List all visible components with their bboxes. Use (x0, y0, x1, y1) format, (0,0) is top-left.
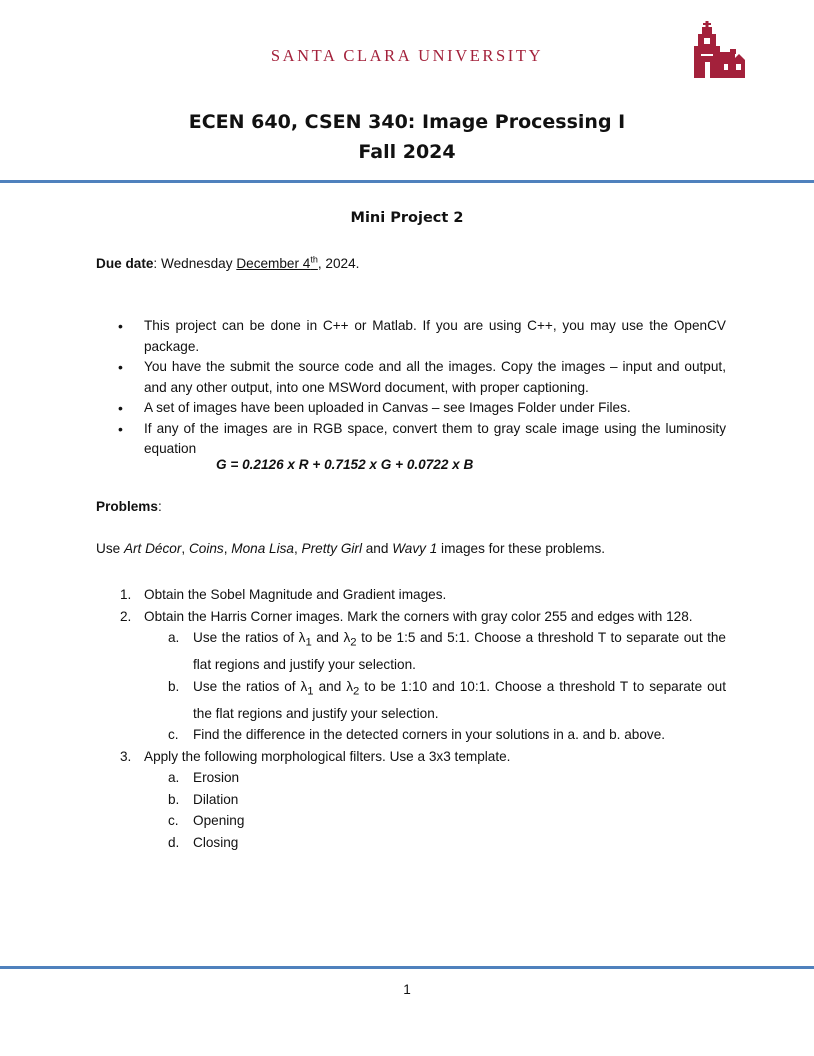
footer-divider (0, 966, 814, 969)
problems-heading: Problems: (96, 499, 162, 514)
sub-item: a. Use the ratios of $\lambda_1$ and $\lambda_2$ to be 1:5 and 5:1. Choose a threshold T to separate out the flat regions and justify your selection. (168, 630, 726, 673)
sub-list (144, 767, 726, 853)
sub-item: d. Closing (168, 834, 239, 850)
mission-church-icon (689, 20, 751, 78)
sub-list (144, 627, 726, 746)
university-name: SANTA CLARA UNIVERSITY (270, 46, 544, 65)
images-line: Use Art Décor, Coins, Mona Lisa, Pretty Girl and Wavy 1 images for these problems. (96, 541, 606, 556)
sub-item: b. Dilation (168, 791, 239, 807)
due-date-line: Due date: Wednesday December 4th, 2024. (96, 254, 360, 271)
page-number: 1 (403, 982, 411, 997)
sub-item: a. Erosion (168, 770, 240, 786)
due-date-label: Due date (96, 256, 154, 271)
problems-list (96, 584, 726, 853)
sub-item: b. Use the ratios of $\lambda_1$ and $\lambda_2$ to be 1:10 and 10:1. Choose a threshold T to separate out the flat regions and justify your selection. (168, 678, 726, 721)
due-year: , 2024. (317, 256, 360, 271)
problem-item: 3. Apply the following morphological filters. Use a 3x3 template. a. Erosion b. Dilation c. Opening d. Closing (96, 746, 726, 854)
instructions-list (96, 316, 726, 460)
header-divider (0, 180, 814, 183)
list-item: • This project can be done in C++ or Matlab. If you are using C++, you may use the OpenCV package. (96, 316, 726, 357)
problem-item: 2. Obtain the Harris Corner images. Mark the corners with gray color 255 and edges with 128. a. Use the ratios of $\lambda_1$ and $\lambda_2$ to be 1:5 and 5:1. Choose a threshold T to separate out the flat regions and justify your selection. b. Use the ratios of $\lambda_1$ and $\lambda_2$ to be 1:10 and 10:1. Choose a threshold T to separate out the flat regions and justify your selection. c. Find the difference in the detected corners in your solutions in a. and b. above. (96, 606, 726, 746)
due-weekday: Wednesday (160, 256, 233, 271)
due-date-value: December 4th (236, 254, 318, 271)
term-title: Fall 2024 (358, 141, 456, 163)
list-item: • If any of the images are in RGB space, convert them to gray scale image using the luminosity equation (96, 419, 726, 460)
problem-item: 1. Obtain the Sobel Magnitude and Gradient images. (120, 587, 447, 602)
list-item: • A set of images have been uploaded in Canvas – see Images Folder under Files. (96, 398, 726, 419)
sub-item: c. Find the difference in the detected corners in your solutions in a. and b. above. (168, 727, 666, 743)
sub-item: c. Opening (168, 813, 245, 829)
project-title: Mini Project 2 (350, 210, 464, 226)
luminosity-equation: G = 0.2126 x R + 0.7152 x G + 0.0722 x B (216, 457, 474, 472)
list-item: • You have the submit the source code and all the images. Copy the images – input and output, and any other output, into one MSWord document, with proper captioning. (96, 357, 726, 398)
course-title: ECEN 640, CSEN 340: Image Processing I (188, 111, 626, 133)
